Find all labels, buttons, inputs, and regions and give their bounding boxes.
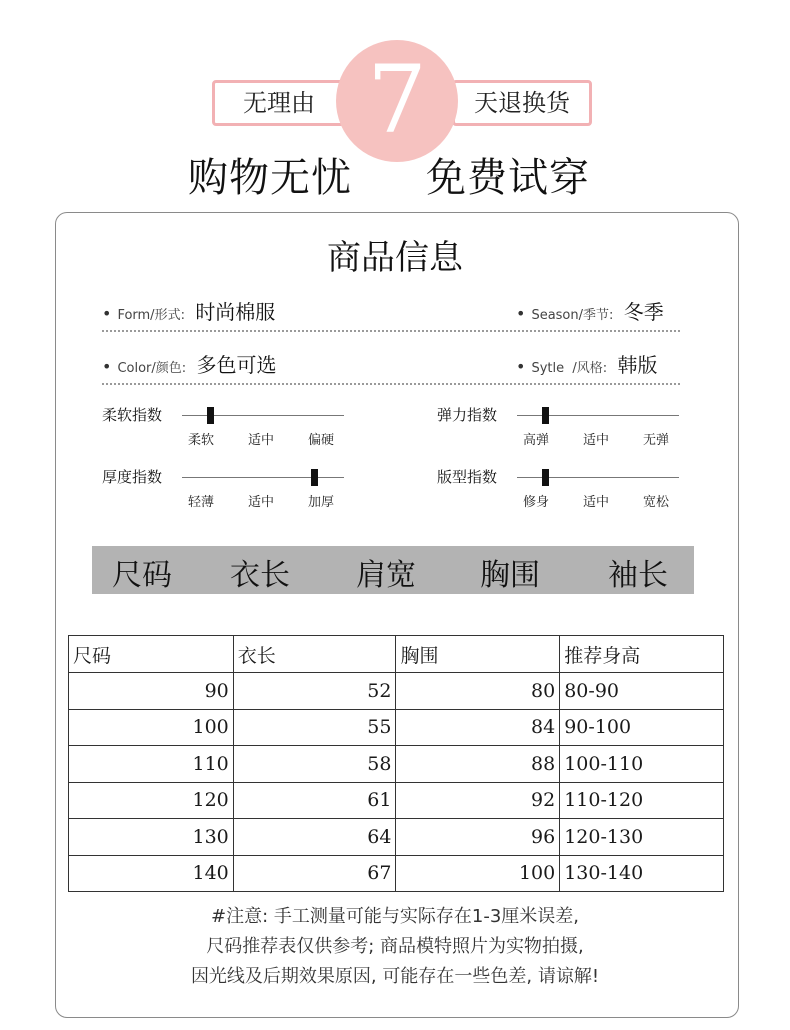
seven-day-circle: 7	[336, 40, 458, 162]
cell-chest: 100	[396, 855, 560, 892]
spec-season-label: Season/季节:	[531, 308, 614, 323]
header-length: 衣长	[233, 636, 396, 673]
table-row	[69, 782, 724, 819]
measurement-bar	[92, 546, 694, 594]
slider-tick-label: 宽松	[643, 495, 670, 510]
header-height: 推荐身高	[560, 636, 724, 673]
divider	[102, 383, 680, 385]
spec-form	[102, 296, 275, 325]
slider-tick-label: 高弹	[523, 433, 550, 448]
spec-season-value: 冬季	[623, 300, 664, 324]
card-title: 商品信息	[327, 238, 463, 278]
cell-length: 64	[233, 819, 396, 856]
measure-chest: 胸围	[480, 558, 540, 593]
spec-color-label: Color/颜色:	[117, 361, 187, 376]
spec-style-value: 韩版	[617, 353, 658, 377]
note-line-3: 因光线及后期效果原因, 可能存在一些色差, 请谅解!	[190, 966, 600, 987]
divider	[102, 330, 680, 332]
note-line-2: 尺码推荐表仅供参考; 商品模特照片为实物拍摄,	[206, 936, 584, 957]
slogan-free-try: 免费试穿	[426, 155, 590, 201]
cell-height: 120-130	[560, 819, 724, 856]
slider-tick-label: 无弹	[643, 433, 670, 448]
slider-tick-label: 轻薄	[188, 495, 215, 510]
cell-size: 130	[69, 819, 234, 856]
spec-color-value: 多色可选	[196, 353, 277, 377]
return-days-badge: 天退换货	[452, 80, 592, 126]
cell-height: 80-90	[560, 673, 724, 710]
slider-track-thickness	[182, 477, 344, 478]
header-chest: 胸围	[396, 636, 560, 673]
slogan-worry-free: 购物无忧	[188, 155, 352, 201]
bullet-icon: •	[516, 304, 526, 323]
cell-chest: 88	[396, 746, 560, 783]
slider-tick-label: 适中	[583, 433, 610, 448]
spec-style-label: Sytle /风格:	[531, 361, 608, 376]
slider-tick-label: 适中	[248, 495, 275, 510]
cell-size: 90	[69, 673, 234, 710]
slider-knob-fit	[542, 469, 549, 486]
slider-tick-label: 修身	[523, 495, 550, 510]
cell-chest: 84	[396, 709, 560, 746]
note-line-1: #注意: 手工测量可能与实际存在1-3厘米误差,	[211, 906, 579, 927]
cell-height: 110-120	[560, 782, 724, 819]
table-row	[69, 746, 724, 783]
slider-tick-label: 适中	[248, 433, 275, 448]
bullet-icon: •	[102, 304, 112, 323]
slider-title-thickness: 厚度指数	[102, 468, 163, 486]
measure-shoulder: 肩宽	[356, 558, 416, 593]
header-size: 尺码	[69, 636, 234, 673]
cell-length: 58	[233, 746, 396, 783]
table-row	[69, 673, 724, 710]
table-row	[69, 709, 724, 746]
slider-title-fit: 版型指数	[437, 468, 498, 486]
cell-chest: 92	[396, 782, 560, 819]
cell-height: 100-110	[560, 746, 724, 783]
table-header-row	[69, 636, 724, 673]
cell-size: 140	[69, 855, 234, 892]
table-row	[69, 819, 724, 856]
slider-tick-label: 柔软	[188, 433, 215, 448]
spec-color	[102, 349, 277, 378]
spec-form-value: 时尚棉服	[195, 300, 276, 324]
cell-size: 110	[69, 746, 234, 783]
slider-knob-softness	[207, 407, 214, 424]
spec-form-label: Form/形式:	[117, 308, 185, 323]
slider-title-softness: 柔软指数	[102, 406, 163, 424]
slider-tick-label: 加厚	[308, 495, 335, 510]
measure-sleeve: 袖长	[608, 558, 668, 593]
slider-tick-label: 偏硬	[308, 433, 335, 448]
table-row	[69, 855, 724, 892]
slider-knob-elasticity	[542, 407, 549, 424]
measure-size: 尺码	[112, 558, 172, 593]
slider-knob-thickness	[311, 469, 318, 486]
slider-title-elasticity: 弹力指数	[437, 406, 498, 424]
measure-length: 衣长	[230, 558, 290, 593]
spec-season	[516, 296, 664, 325]
slider-tick-label: 适中	[583, 495, 610, 510]
cell-length: 67	[233, 855, 396, 892]
cell-size: 100	[69, 709, 234, 746]
spec-style	[516, 349, 657, 378]
cell-length: 61	[233, 782, 396, 819]
cell-chest: 96	[396, 819, 560, 856]
size-table	[68, 635, 724, 892]
cell-height: 130-140	[560, 855, 724, 892]
cell-length: 52	[233, 673, 396, 710]
cell-length: 55	[233, 709, 396, 746]
product-info-card	[55, 212, 739, 1018]
cell-chest: 80	[396, 673, 560, 710]
no-reason-badge: 无理由	[212, 80, 346, 126]
bullet-icon: •	[102, 357, 112, 376]
cell-height: 90-100	[560, 709, 724, 746]
bullet-icon: •	[516, 357, 526, 376]
cell-size: 120	[69, 782, 234, 819]
